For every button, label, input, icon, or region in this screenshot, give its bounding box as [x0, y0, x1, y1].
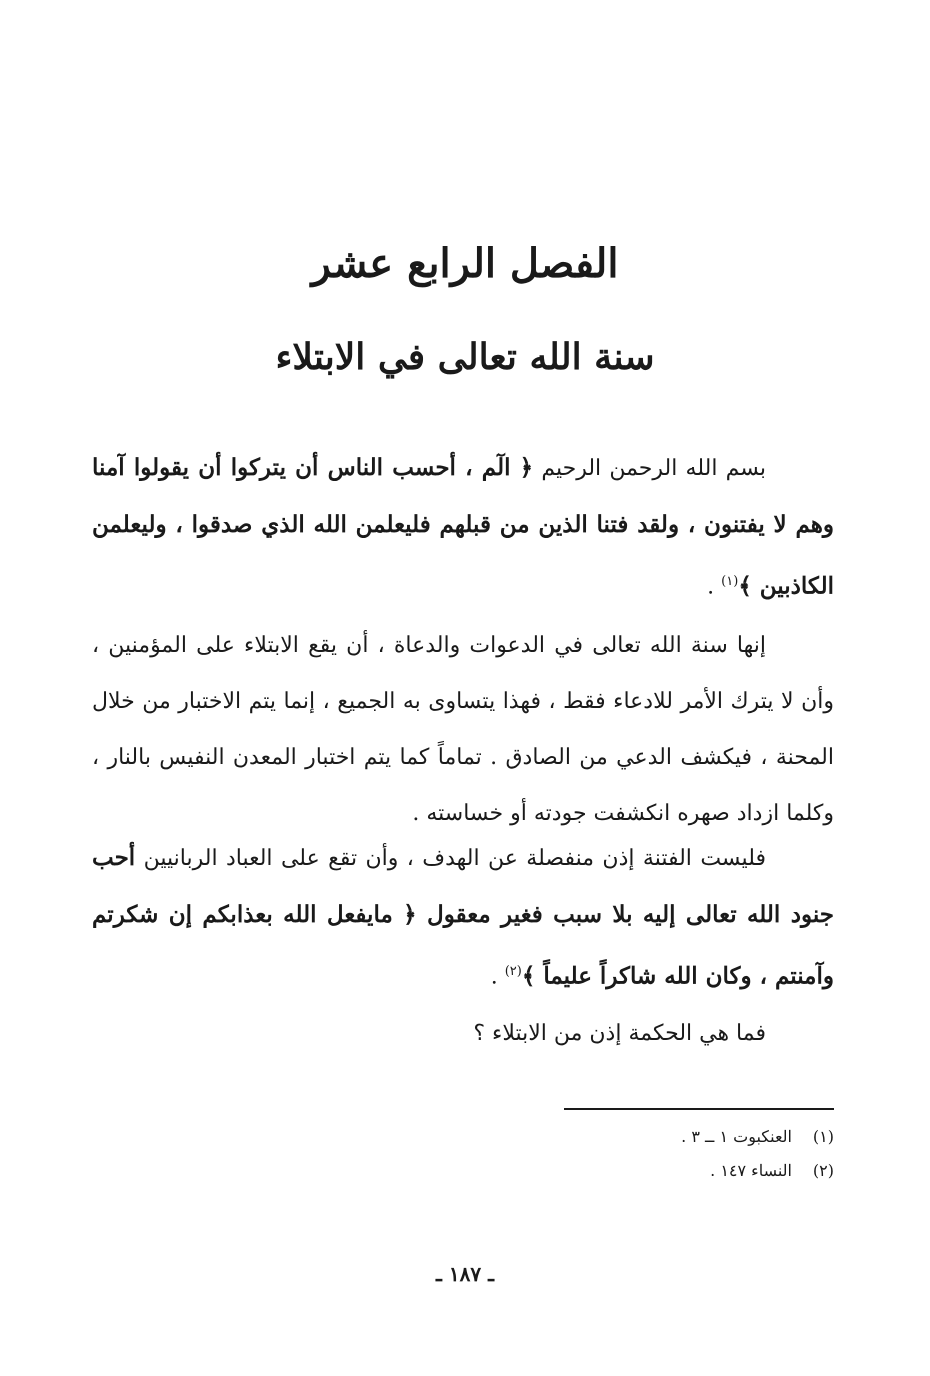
page-number: ـ ١٨٧ ـ: [436, 1262, 494, 1286]
chapter-title: الفصل الرابع عشر: [311, 240, 619, 287]
paragraph-end-1: .: [707, 574, 722, 600]
footnote-number: (١): [812, 1127, 834, 1146]
footnote-text: النساء ١٤٧ .: [710, 1161, 792, 1180]
paragraph-3-text: فليست الفتنة إذن منفصلة عن الهدف ، وأن تقع على العباد الربانيين: [143, 846, 766, 871]
paragraph-3: [92, 830, 834, 1005]
basmala: بسم الله الرحمن الرحيم: [541, 456, 766, 481]
footnote-number: (٢): [812, 1161, 834, 1180]
footnote-text: العنكبوت ١ ــ ٣ .: [681, 1127, 792, 1146]
footnote-ref-1: (١): [721, 574, 739, 589]
footnote-1: [560, 1120, 834, 1154]
footnotes: [560, 1120, 834, 1188]
paragraph-4: [92, 1006, 834, 1062]
paragraph-1: [92, 440, 834, 615]
paragraph-4-text: فما هي الحكمة إذن من الابتلاء ؟: [473, 1021, 766, 1046]
quran-quote-1: ﴿ الٓم ، أحسب الناس أن يتركوا أن يقولوا آمنا وهم لا يفتنون ، ولقد فتنا الذين من قبلهم فليعلمن الله الذي صدقوا ، وليعلمن الكاذبين ﴾: [92, 454, 834, 600]
paragraph-2: [92, 618, 834, 842]
chapter-subtitle: سنة الله تعالى في الابتلاء: [275, 336, 655, 378]
footnote-divider: [564, 1108, 834, 1110]
footnote-ref-2: (٢): [504, 964, 522, 979]
quran-quote-2: أحب جنود الله تعالى إليه بلا سبب فغير معقول ﴿ مايفعل الله بعذابكم إن شكرتم وآمنتم ، وكان الله شاكراً عليماً ﴾: [92, 844, 834, 990]
footnote-2: [560, 1154, 834, 1188]
paragraph-2-text: إنها سنة الله تعالى في الدعوات والدعاة ، أن يقع الابتلاء على المؤمنين ، وأن لا يترك الأمر للادعاء فقط ، فهذا يتساوى به الجميع ، إنما يتم الاختبار من خلال المحنة ، فيكشف الدعي من الصادق . تماماً كما يتم اختبار المعدن النفيس بالنار ، وكلما ازداد صهره انكشفت جودته أو خساسته .: [92, 633, 834, 826]
paragraph-end-3: .: [490, 964, 505, 990]
